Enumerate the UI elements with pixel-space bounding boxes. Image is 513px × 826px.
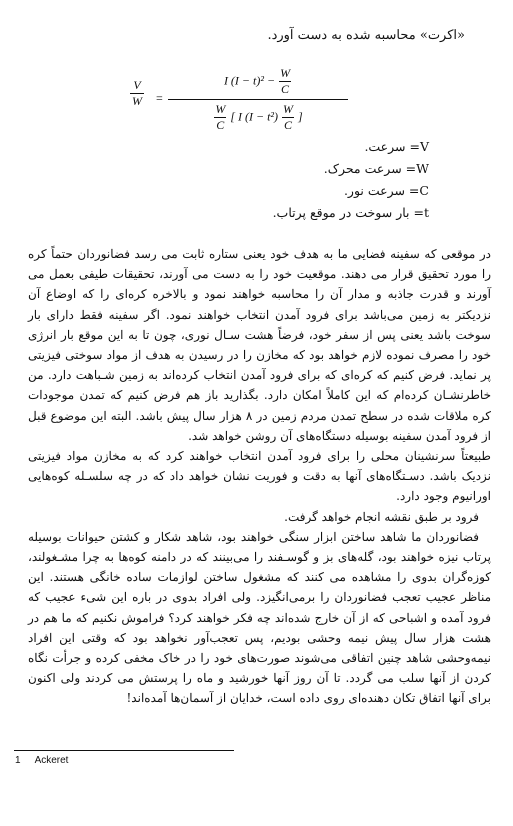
fraction-den: C bbox=[216, 118, 225, 132]
paragraph: در موقعی که سفینه فضایی ما به هدف خود یعنی ستاره ثابت می رسد فضانوردان حتماً کره را مورد تحقیق قرار می دهند. موقعیت خود را به دست می آورند، تحقیقات طیفی بعمل می آورند و قدرت جاذبه و مدار آن را محاسبه خواهند نمود و بالاخره کره‌ای را که اوضاع آن نزدیکتر به زمین می‌باشد برای فرود آمدن انتخاب خواهند نمود. اگر سفینه فقط دارای بار سوخت باشد یعنی پس از سفر خود، فرضاً هشت سـال نوری، چون تا به این موقع بار انرژی خود را مصرف نموده لازم خواهد بود که مخازن را در رسیدن به هدف از مواد سوختی فیزیتی پر نماید. فرض کنیم که کره‌ای که برای فرود آمدن انتخاب کرده‌اند به زمین شـباهت دارد. من خاطرنشـان کرده‌ام که این کاملاً امکان دارد. بگذارید باز هم فرض کنیم که تمدن موجودات کره ملاقات شده در سطح تمدن مردم زمین در ۸ هزار سال پیش باشد. البته این موضوع قبل از فرود آمدن سفینه بوسیله دستگاه‌های آن روشن خواهد شد. bbox=[28, 247, 491, 443]
rhs-denominator-inner-fraction bbox=[281, 102, 295, 133]
paragraph: طبیعتاً سرنشینان محلی را برای فرود آمدن انتخاب خواهند کرد که به مخازن مواد فیزیتی نزدیک باشد. دسـتگاه‌های آنها به دقت و فوریت نشان خواهد داد که در چه سلسـله کوه‌هایی اورانیوم وجود دارد. bbox=[28, 449, 491, 504]
intro-text: «اکرت» محاسبه شده به دست آورد. bbox=[267, 28, 465, 43]
fraction-den: C bbox=[283, 118, 292, 132]
rhs-denominator bbox=[168, 100, 348, 133]
footnote bbox=[15, 755, 82, 766]
definition-w: W= سرعت محرک. bbox=[323, 161, 429, 176]
footnote-text: Ackeret bbox=[34, 755, 69, 766]
formula-lhs bbox=[130, 78, 144, 109]
fraction-num: W bbox=[215, 102, 226, 116]
rhs-denominator-bracket: [ I (I − t²) bbox=[230, 109, 281, 124]
definition-c: C= سرعت نور. bbox=[343, 183, 429, 198]
rhs-denominator-fraction bbox=[213, 102, 227, 133]
footnote-number: 1 bbox=[15, 755, 21, 766]
definition-v: V= سرعت. bbox=[364, 139, 429, 154]
variable-definitions bbox=[273, 136, 429, 224]
intro-line bbox=[45, 28, 465, 43]
formula-equals: = bbox=[156, 91, 163, 105]
velocity-formula bbox=[130, 66, 330, 132]
paragraph: فضانوردان ما شاهد ساختن ابزار سنگی خواهند بود، شاهد شکار و کشتن حیوانات بوسیله پرتاب نیزه خواهند بود، گله‌های بز و گوسـفند را می‌بینند که در دامنه کوه‌ها به چرا مشـغولند، کوزه‌گران بدوی را مشاهده می کنند که مشغول ساختن لوازمات ساده خانگی هستند. این مناظر عجیب تعجب فضانوردان را برمی‌انگیزد. ولی افراد بدوی در باره این شیء عجیب که فرود آمده و اشباحی که از آن خارج شده‌اند چه فکر خواهند کرد؟ فراموش نکنیم که ما هم در هشت هزار سال پیش نیمه وحشی بودیم، پس تعجب‌آور نخواهد بود که وقتی این افراد نیمه‌وحشی شاهد چنین اتفاقی می‌شوند صورت‌های خود را در خاک مخفی کرده و جرأت نگاه کردن از آنها سلب می گردد. تا آن روز آنها خورشید و ماه را پرستش می کردند ولی اکنون برای آنها اتفاق تکان دهنده‌ای روی داده است، خدایان از آسمان‌ها آمده‌اند! bbox=[28, 529, 491, 706]
rhs-numerator-fraction bbox=[278, 66, 292, 97]
lhs-denominator: W bbox=[132, 94, 142, 108]
rhs-numerator bbox=[168, 66, 348, 99]
fraction-den: C bbox=[281, 82, 290, 96]
rhs-denominator-close: ] bbox=[298, 109, 303, 124]
formula-rhs bbox=[168, 66, 348, 133]
footnote-divider bbox=[14, 750, 234, 751]
fraction-num: W bbox=[280, 66, 291, 80]
lhs-numerator: V bbox=[133, 78, 141, 92]
paragraph: فرود بر طبق نقشه انجام خواهد گرفت. bbox=[284, 509, 479, 524]
rhs-numerator-text: I (I − t)² − bbox=[223, 73, 279, 88]
body-text bbox=[28, 244, 491, 709]
definition-t: t= بار سوخت در موقع پرتاب. bbox=[272, 205, 429, 220]
fraction-num: W bbox=[283, 102, 293, 116]
